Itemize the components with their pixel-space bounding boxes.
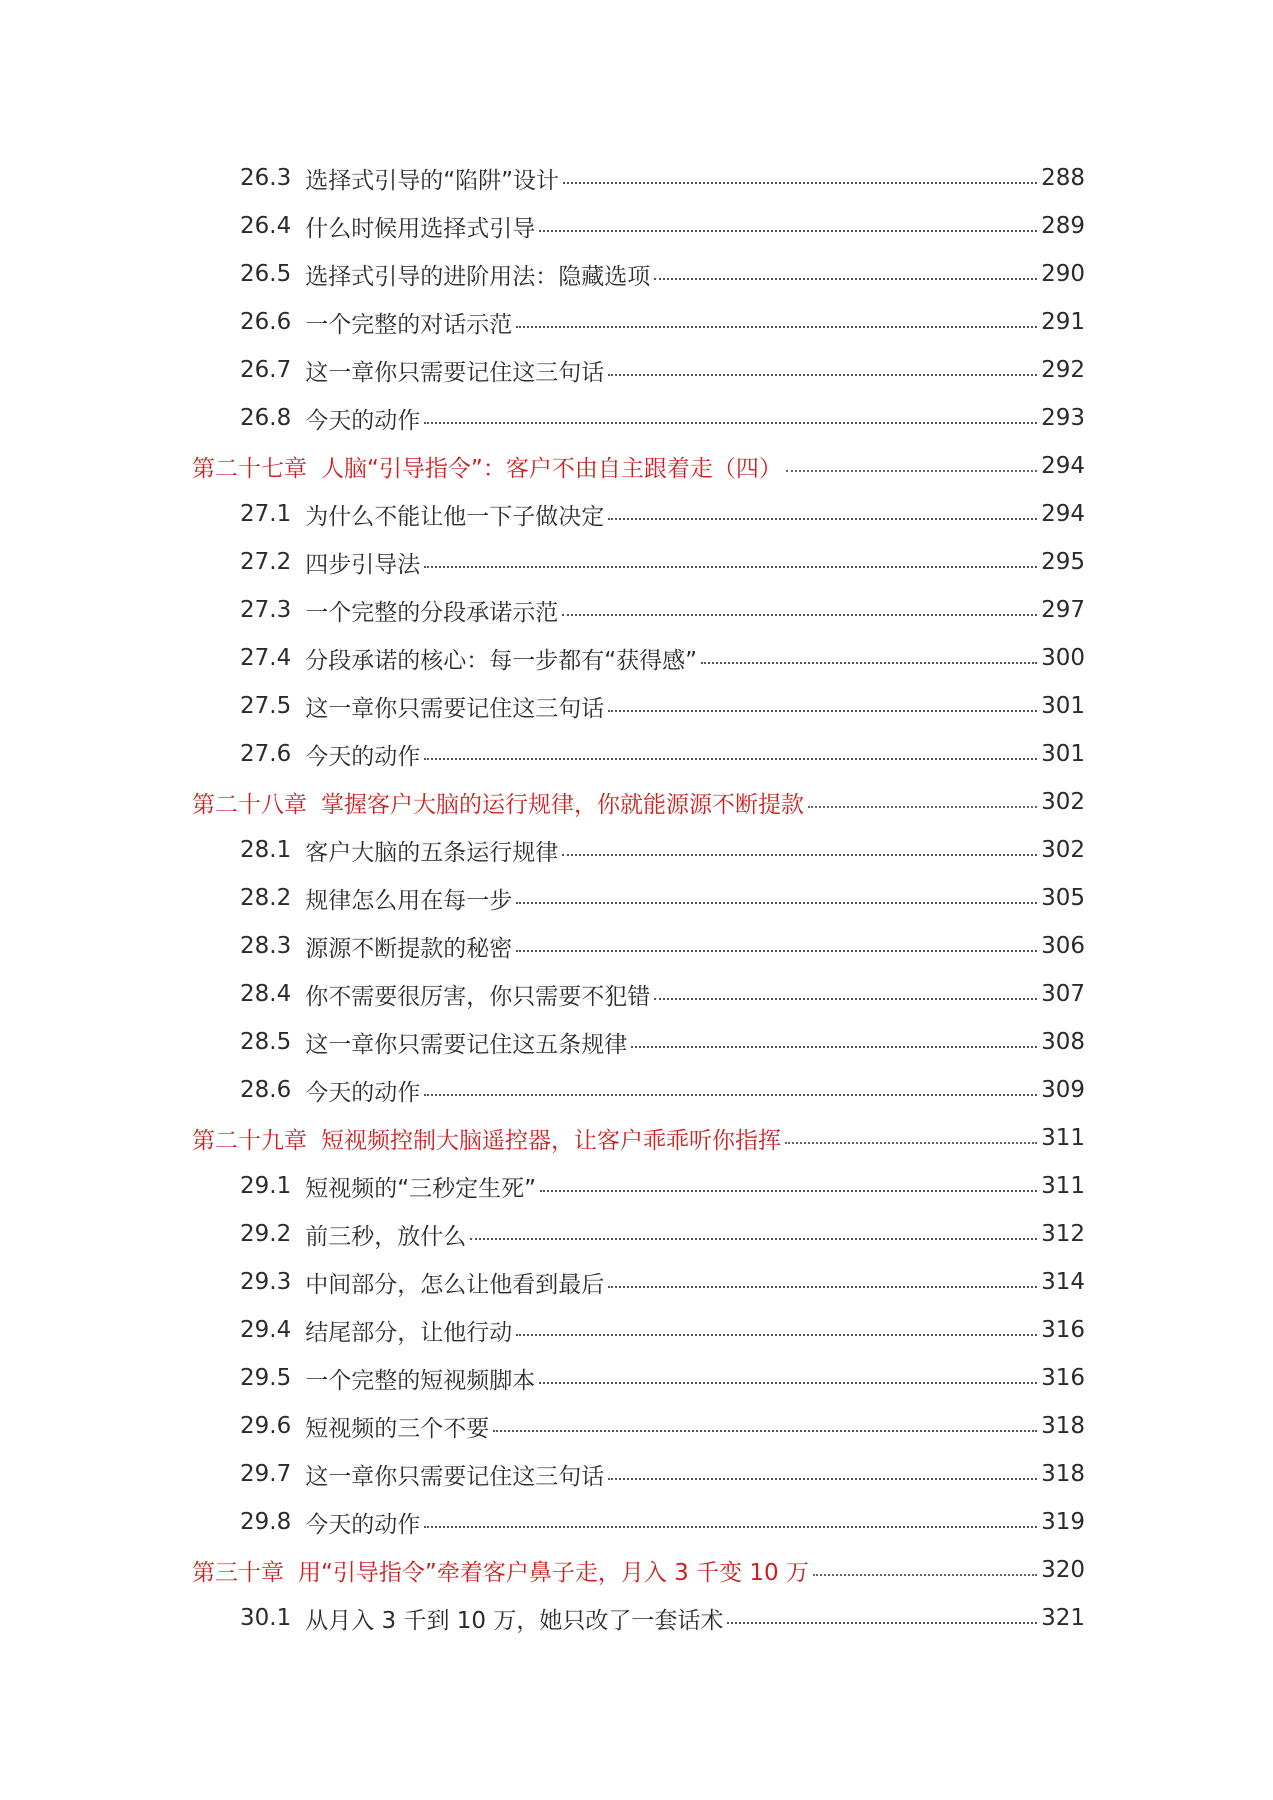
dot-leader	[608, 518, 1037, 520]
dot-leader	[540, 1190, 1037, 1192]
entry-title: 这一章你只需要记住这五条规律	[305, 1031, 628, 1058]
entry-page-number: 321	[1041, 1605, 1085, 1631]
dot-leader	[563, 182, 1037, 184]
toc-section-entry[interactable]	[0, 154, 1273, 202]
toc-chapter-entry[interactable]	[0, 442, 1273, 490]
entry-title: 选择式引导的“陷阱”设计	[305, 167, 560, 194]
entry-title: 今天的动作	[305, 1079, 421, 1106]
entry-page-number: 305	[1041, 885, 1085, 911]
entry-page-number: 297	[1041, 597, 1085, 623]
toc-section-entry[interactable]	[0, 826, 1273, 874]
entry-page-number: 301	[1041, 741, 1085, 767]
entry-page-number: 294	[1041, 501, 1085, 527]
entry-number: 28.4	[240, 981, 292, 1007]
entry-number: 30.1	[240, 1605, 292, 1631]
toc-section-entry[interactable]	[0, 298, 1273, 346]
entry-page-number: 291	[1041, 309, 1085, 335]
entry-title: 客户大脑的五条运行规律	[305, 839, 559, 866]
entry-page-number: 308	[1041, 1029, 1085, 1055]
dot-leader	[470, 1238, 1037, 1240]
entry-number: 27.3	[240, 597, 292, 623]
entry-number: 第二十七章	[192, 455, 307, 482]
entry-title: 短视频的三个不要	[305, 1415, 490, 1442]
entry-number: 26.3	[240, 165, 292, 191]
toc-section-entry[interactable]	[0, 1162, 1273, 1210]
entry-page-number: 302	[1041, 837, 1085, 863]
entry-number: 29.8	[240, 1509, 292, 1535]
dot-leader	[808, 806, 1037, 808]
dot-leader	[424, 422, 1037, 424]
entry-number: 29.4	[240, 1317, 292, 1343]
entry-title: 今天的动作	[305, 1511, 421, 1538]
entry-title: 这一章你只需要记住这三句话	[305, 1463, 605, 1490]
entry-number: 第三十章	[192, 1559, 284, 1586]
dot-leader	[727, 1622, 1037, 1624]
entry-number: 29.2	[240, 1221, 292, 1247]
entry-title: 一个完整的分段承诺示范	[305, 599, 559, 626]
entry-number: 26.8	[240, 405, 292, 431]
dot-leader	[516, 1334, 1037, 1336]
entry-title: 掌握客户大脑的运行规律，你就能源源不断提款	[321, 791, 804, 818]
entry-number: 26.6	[240, 309, 292, 335]
entry-number: 26.5	[240, 261, 292, 287]
entry-title: 一个完整的短视频脚本	[305, 1367, 536, 1394]
dot-leader	[608, 374, 1037, 376]
entry-page-number: 318	[1041, 1413, 1085, 1439]
toc-section-entry[interactable]	[0, 1210, 1273, 1258]
toc-chapter-entry[interactable]	[0, 778, 1273, 826]
dot-leader	[608, 1478, 1037, 1480]
dot-leader	[539, 1382, 1037, 1384]
toc-section-entry[interactable]	[0, 1258, 1273, 1306]
entry-page-number: 300	[1041, 645, 1085, 671]
entry-title: 从月入 3 千到 10 万，她只改了一套话术	[305, 1607, 724, 1634]
toc-section-entry[interactable]	[0, 922, 1273, 970]
entry-title: 用“引导指令”牵着客户鼻子走，月入 3 千变 10 万	[298, 1559, 809, 1586]
entry-page-number: 312	[1041, 1221, 1085, 1247]
toc-section-entry[interactable]	[0, 586, 1273, 634]
entry-page-number: 293	[1041, 405, 1085, 431]
entry-number: 26.7	[240, 357, 292, 383]
entry-title: 分段承诺的核心：每一步都有“获得感”	[305, 647, 698, 674]
toc-chapter-entry[interactable]	[0, 1114, 1273, 1162]
dot-leader	[654, 998, 1037, 1000]
entry-number: 第二十八章	[192, 791, 307, 818]
dot-leader	[424, 566, 1037, 568]
entry-number: 28.1	[240, 837, 292, 863]
entry-number: 28.2	[240, 885, 292, 911]
toc-section-entry[interactable]	[0, 1066, 1273, 1114]
entry-page-number: 319	[1041, 1509, 1085, 1535]
toc-section-entry[interactable]	[0, 1354, 1273, 1402]
entry-title: 四步引导法	[305, 551, 421, 578]
dot-leader	[493, 1430, 1037, 1432]
dot-leader	[562, 614, 1037, 616]
toc-section-entry[interactable]	[0, 682, 1273, 730]
entry-page-number: 301	[1041, 693, 1085, 719]
toc-section-entry[interactable]	[0, 730, 1273, 778]
entry-number: 29.6	[240, 1413, 292, 1439]
entry-title: 这一章你只需要记住这三句话	[305, 359, 605, 386]
entry-number: 29.3	[240, 1269, 292, 1295]
toc-section-entry[interactable]	[0, 250, 1273, 298]
entry-page-number: 311	[1041, 1173, 1085, 1199]
entry-page-number: 316	[1041, 1365, 1085, 1391]
toc-section-entry[interactable]	[0, 1450, 1273, 1498]
toc-section-entry[interactable]	[0, 394, 1273, 442]
entry-page-number: 307	[1041, 981, 1085, 1007]
dot-leader	[608, 710, 1037, 712]
dot-leader	[785, 1142, 1037, 1144]
entry-number: 29.7	[240, 1461, 292, 1487]
toc-section-entry[interactable]	[0, 1018, 1273, 1066]
dot-leader	[516, 950, 1037, 952]
entry-title: 中间部分，怎么让他看到最后	[305, 1271, 605, 1298]
dot-leader	[424, 758, 1037, 760]
dot-leader	[539, 230, 1037, 232]
entry-page-number: 318	[1041, 1461, 1085, 1487]
entry-title: 这一章你只需要记住这三句话	[305, 695, 605, 722]
entry-number: 29.1	[240, 1173, 292, 1199]
entry-title: 前三秒，放什么	[305, 1223, 467, 1250]
entry-page-number: 302	[1041, 789, 1085, 815]
entry-number: 第二十九章	[192, 1127, 307, 1154]
entry-page-number: 314	[1041, 1269, 1085, 1295]
entry-title: 选择式引导的进阶用法：隐藏选项	[305, 263, 651, 290]
toc-section-entry[interactable]	[0, 634, 1273, 682]
entry-title: 你不需要很厉害，你只需要不犯错	[305, 983, 651, 1010]
dot-leader	[631, 1046, 1037, 1048]
entry-page-number: 288	[1041, 165, 1085, 191]
toc-section-entry[interactable]	[0, 970, 1273, 1018]
toc-section-entry[interactable]	[0, 346, 1273, 394]
entry-page-number: 294	[1041, 453, 1085, 479]
toc-section-entry[interactable]	[0, 538, 1273, 586]
entry-page-number: 295	[1041, 549, 1085, 575]
entry-number: 28.3	[240, 933, 292, 959]
dot-leader	[516, 326, 1037, 328]
entry-title: 今天的动作	[305, 743, 421, 770]
entry-number: 27.5	[240, 693, 292, 719]
entry-title: 结尾部分，让他行动	[305, 1319, 513, 1346]
toc-section-entry[interactable]	[0, 874, 1273, 922]
entry-page-number: 306	[1041, 933, 1085, 959]
entry-title: 一个完整的对话示范	[305, 311, 513, 338]
entry-page-number: 309	[1041, 1077, 1085, 1103]
entry-title: 什么时候用选择式引导	[305, 215, 536, 242]
entry-page-number: 311	[1041, 1125, 1085, 1151]
toc-section-entry[interactable]	[0, 1402, 1273, 1450]
entry-number: 27.4	[240, 645, 292, 671]
toc-section-entry[interactable]	[0, 1498, 1273, 1546]
entry-number: 28.6	[240, 1077, 292, 1103]
toc-section-entry[interactable]	[0, 1594, 1273, 1642]
toc-section-entry[interactable]	[0, 202, 1273, 250]
entry-number: 26.4	[240, 213, 292, 239]
entry-title: 短视频的“三秒定生死”	[305, 1175, 537, 1202]
entry-title: 为什么不能让他一下子做决定	[305, 503, 605, 530]
dot-leader	[516, 902, 1037, 904]
table-of-contents	[0, 154, 1273, 1642]
entry-page-number: 316	[1041, 1317, 1085, 1343]
entry-number: 28.5	[240, 1029, 292, 1055]
entry-page-number: 290	[1041, 261, 1085, 287]
entry-page-number: 292	[1041, 357, 1085, 383]
dot-leader	[424, 1526, 1037, 1528]
entry-title: 人脑“引导指令”：客户不由自主跟着走（四）	[321, 455, 782, 482]
entry-page-number: 289	[1041, 213, 1085, 239]
entry-number: 27.1	[240, 501, 292, 527]
entry-number: 27.2	[240, 549, 292, 575]
entry-title: 源源不断提款的秘密	[305, 935, 513, 962]
entry-page-number: 320	[1041, 1557, 1085, 1583]
entry-number: 27.6	[240, 741, 292, 767]
entry-title: 规律怎么用在每一步	[305, 887, 513, 914]
toc-section-entry[interactable]	[0, 1306, 1273, 1354]
dot-leader	[654, 278, 1037, 280]
dot-leader	[786, 470, 1037, 472]
entry-title: 短视频控制大脑遥控器，让客户乖乖听你指挥	[321, 1127, 781, 1154]
entry-number: 29.5	[240, 1365, 292, 1391]
dot-leader	[562, 854, 1037, 856]
dot-leader	[424, 1094, 1037, 1096]
toc-chapter-entry[interactable]	[0, 1546, 1273, 1594]
dot-leader	[813, 1574, 1037, 1576]
dot-leader	[608, 1286, 1037, 1288]
dot-leader	[701, 662, 1037, 664]
toc-section-entry[interactable]	[0, 490, 1273, 538]
entry-title: 今天的动作	[305, 407, 421, 434]
